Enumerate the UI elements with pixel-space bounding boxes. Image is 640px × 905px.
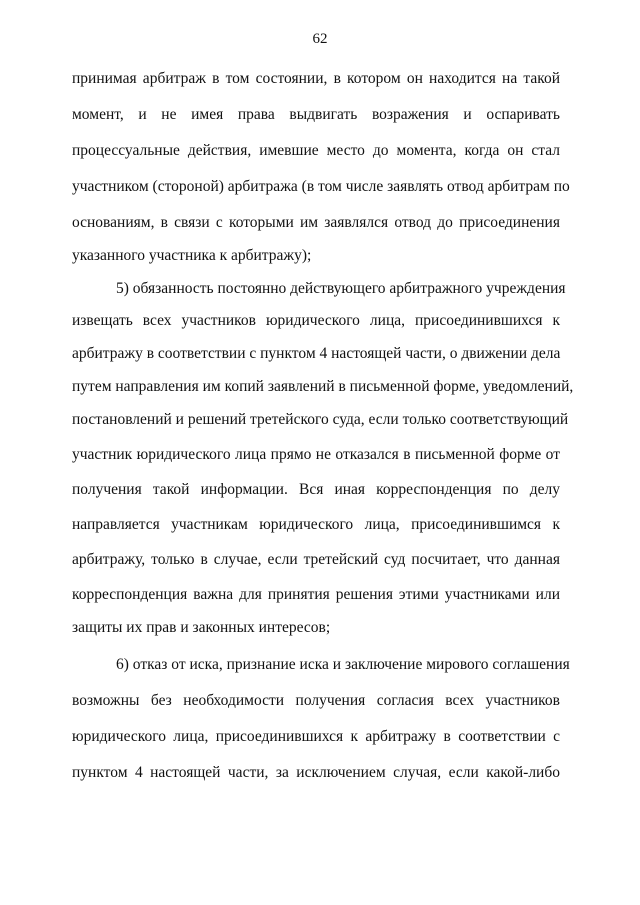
text-line: направляется участникам юридического лица, присоединившимся к: [72, 516, 560, 533]
text-line: извещать всех участников юридического лица, присоединившихся к: [72, 312, 560, 329]
text-line: получения такой информации. Вся иная корреспонденция по делу: [72, 481, 560, 498]
text-line: арбитражу в соответствии с пунктом 4 настоящей части, о движении дела: [72, 345, 561, 362]
text-line: основаниям, в связи с которыми им заявлялся отвод до присоединения: [72, 214, 560, 231]
text-line: участник юридического лица прямо не отказался в письменной форме от: [72, 446, 560, 463]
text-line: процессуальные действия, имевшие место до момента, когда он стал: [72, 142, 560, 159]
text-line: защиты их прав и законных интересов;: [72, 619, 331, 636]
text-line: юридического лица, присоединившихся к арбитражу в соответствии с: [72, 728, 560, 745]
text-line: постановлений и решений третейского суда, если только соответствующий: [72, 411, 569, 428]
text-line: путем направления им копий заявлений в письменной форме, уведомлений,: [72, 378, 574, 395]
text-line: 5) обязанность постоянно действующего арбитражного учреждения: [116, 280, 566, 297]
text-line: принимая арбитраж в том состоянии, в котором он находится на такой: [72, 70, 560, 87]
text-line: возможны без необходимости получения согласия всех участников: [72, 692, 560, 709]
text-line: пунктом 4 настоящей части, за исключением случая, если какой-либо: [72, 764, 560, 781]
text-line: указанного участника к арбитражу);: [72, 247, 312, 264]
text-line: арбитражу, только в случае, если третейский суд посчитает, что данная: [72, 551, 560, 568]
text-line: корреспонденция важна для принятия решения этими участниками или: [72, 586, 560, 603]
text-line: участником (стороной) арбитража (в том числе заявлять отвод арбитрам по: [72, 178, 570, 195]
text-line: 6) отказ от иска, признание иска и заключение мирового соглашения: [116, 656, 570, 673]
page-number: 62: [312, 31, 328, 47]
text-line: момент, и не имея права выдвигать возражения и оспаривать: [72, 106, 560, 123]
